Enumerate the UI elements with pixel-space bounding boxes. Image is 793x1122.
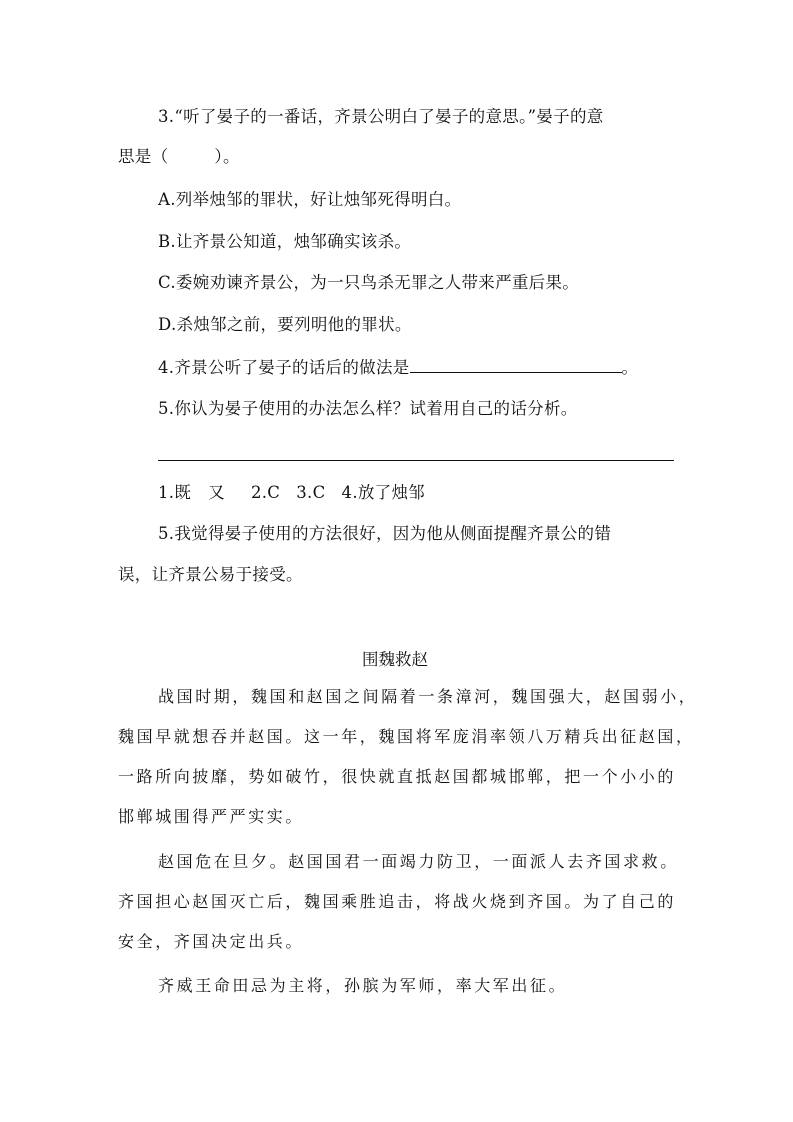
answer-3: 3.C (296, 483, 326, 502)
story-title: 围魏救赵 (362, 650, 428, 669)
question-4-suffix: 。 (621, 358, 639, 377)
option-a: A.列举烛邹的罪状，好让烛邹死得明白。 (158, 190, 462, 209)
answer-2: 2.C (250, 483, 281, 502)
story-p1-line-1: 战国时期，魏国和赵国之间隔着一条漳河，魏国强大，赵国弱小， (158, 687, 698, 706)
question-4-prefix: 4.齐景公听了晏子的话后的做法是 (158, 358, 410, 377)
question-3-prefix: 思是（ (118, 147, 169, 166)
story-p3-line-1: 齐威王命田忌为主将，孙膑为军师，率大军出征。 (158, 976, 568, 995)
question-4-answer-blank[interactable] (410, 356, 622, 373)
question-4 (158, 356, 638, 379)
story-p1-line-2: 魏国早就想吞并赵国。这一年，魏国将军庞涓率领八万精兵出征赵国， (118, 727, 695, 746)
story-p2-line-2: 齐国担心赵国灭亡后，魏国乘胜追击，将战火烧到齐国。为了自己的 (118, 892, 677, 911)
answer-4: 4.放了烛邹 (341, 483, 426, 502)
option-b: B.让齐景公知道，烛邹确实该杀。 (158, 232, 412, 251)
answer-1-part-2: 又 (208, 483, 225, 502)
question-3-suffix: ）。 (214, 147, 240, 166)
story-p2-line-3: 安全，齐国决定出兵。 (118, 932, 305, 951)
option-c: C.委婉劝谏齐景公，为一只鸟杀无罪之人带来严重后果。 (158, 273, 580, 292)
story-p1-line-3: 一路所向披靡，势如破竹，很快就直抵赵国都城邯郸，把一个小小的 (118, 767, 677, 786)
answer-5-line-2: 误，让齐景公易于接受。 (118, 565, 303, 584)
question-5-answer-line[interactable] (158, 460, 674, 461)
question-5: 5.你认为晏子使用的办法怎么样？试着用自己的话分析。 (158, 399, 578, 418)
answers-line-1 (158, 482, 425, 504)
answer-1-part-1: 1.既 (158, 483, 192, 502)
option-d: D.杀烛邹之前，要列明他的罪状。 (158, 315, 412, 334)
question-3-line-2 (118, 146, 240, 168)
question-3-line-1: 3.“听了晏子的一番话，齐景公明白了晏子的意思。”晏子的意 (158, 107, 604, 126)
story-p1-line-4: 邯郸城围得严严实实。 (118, 807, 305, 826)
answer-5-line-1: 5.我觉得晏子使用的方法很好，因为他从侧面提醒齐景公的错 (158, 524, 612, 543)
story-p2-line-1: 赵国危在旦夕。赵国国君一面竭力防卫，一面派人去齐国求救。 (158, 852, 679, 871)
